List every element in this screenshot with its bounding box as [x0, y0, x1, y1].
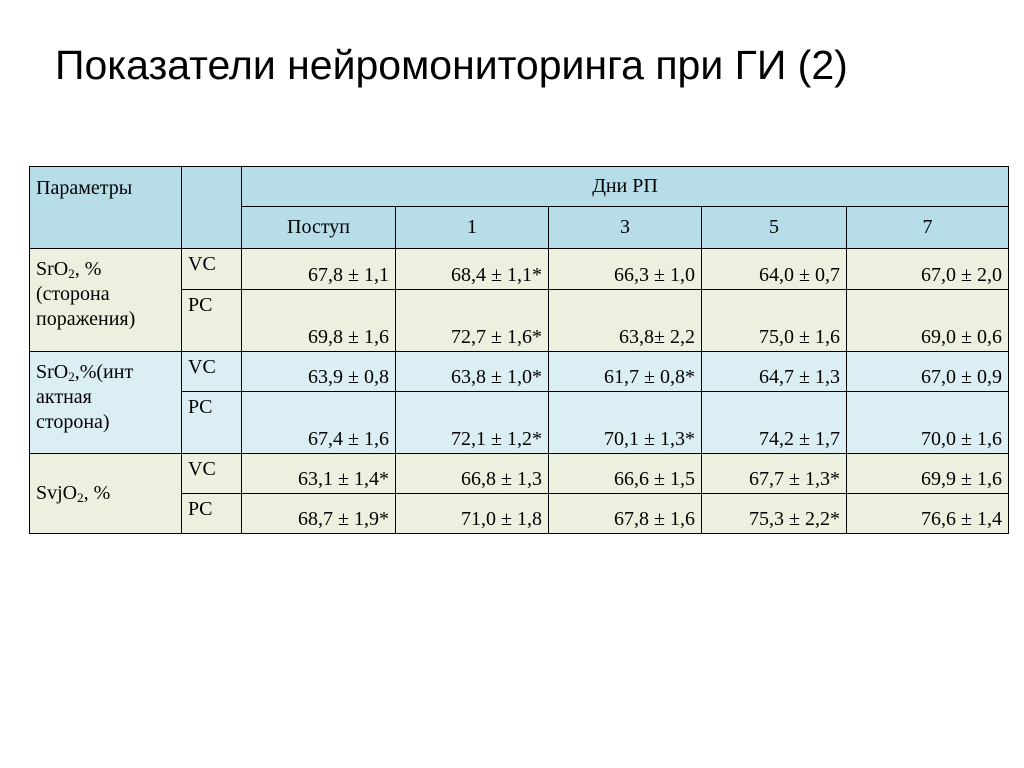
table-cell: 69,0 ± 0,6	[847, 290, 1009, 352]
table-row	[30, 352, 1009, 392]
header-days: Дни РП	[242, 167, 1009, 207]
header-empty	[182, 167, 242, 249]
table-cell: 64,7 ± 1,3	[702, 352, 847, 392]
side-label: PC	[182, 290, 242, 352]
table-cell: 70,0 ± 1,6	[847, 392, 1009, 454]
table-cell: 63,9 ± 0,8	[242, 352, 396, 392]
table-cell: 66,6 ± 1,5	[549, 454, 702, 494]
table-cell: 67,0 ± 2,0	[847, 249, 1009, 290]
table-cell: 63,8 ± 1,0*	[396, 352, 549, 392]
table-cell: 70,1 ± 1,3*	[549, 392, 702, 454]
day-header: 5	[702, 207, 847, 249]
table-cell: 71,0 ± 1,8	[396, 494, 549, 534]
slide-title: Показатели нейромониторинга при ГИ (2)	[55, 42, 848, 88]
table-cell: 66,3 ± 1,0	[549, 249, 702, 290]
table-cell: 68,4 ± 1,1*	[396, 249, 549, 290]
table-cell: 76,6 ± 1,4	[847, 494, 1009, 534]
table-cell: 63,8± 2,2	[549, 290, 702, 352]
table-cell: 67,0 ± 0,9	[847, 352, 1009, 392]
table-cell: 72,7 ± 1,6*	[396, 290, 549, 352]
table-cell: 61,7 ± 0,8*	[549, 352, 702, 392]
table-cell: 63,1 ± 1,4*	[242, 454, 396, 494]
side-label: VC	[182, 352, 242, 392]
table-cell: 75,3 ± 2,2*	[702, 494, 847, 534]
day-header: 7	[847, 207, 1009, 249]
table-cell: 67,7 ± 1,3*	[702, 454, 847, 494]
day-header: Поступ	[242, 207, 396, 249]
side-label: PC	[182, 494, 242, 534]
data-table	[29, 166, 1009, 534]
table-cell: 67,8 ± 1,6	[549, 494, 702, 534]
side-label: VC	[182, 454, 242, 494]
header-params: Параметры	[30, 167, 182, 249]
side-label: VC	[182, 249, 242, 290]
day-header: 3	[549, 207, 702, 249]
param-label: SrO$_2$, % (сторона поражения)	[30, 249, 182, 352]
table-cell: 66,8 ± 1,3	[396, 454, 549, 494]
table-cell: 75,0 ± 1,6	[702, 290, 847, 352]
param-label: SvjO$_2$, %	[30, 454, 182, 534]
day-header: 1	[396, 207, 549, 249]
table-cell: 64,0 ± 0,7	[702, 249, 847, 290]
table-cell: 67,8 ± 1,1	[242, 249, 396, 290]
table-cell: 72,1 ± 1,2*	[396, 392, 549, 454]
table-cell: 69,9 ± 1,6	[847, 454, 1009, 494]
table-row	[30, 454, 1009, 494]
param-label: SrO$_2$,%(инт актная сторона)	[30, 352, 182, 454]
table-cell: 68,7 ± 1,9*	[242, 494, 396, 534]
side-label: PC	[182, 392, 242, 454]
table-cell: 69,8 ± 1,6	[242, 290, 396, 352]
table-cell: 67,4 ± 1,6	[242, 392, 396, 454]
table-cell: 74,2 ± 1,7	[702, 392, 847, 454]
table-row	[30, 249, 1009, 290]
